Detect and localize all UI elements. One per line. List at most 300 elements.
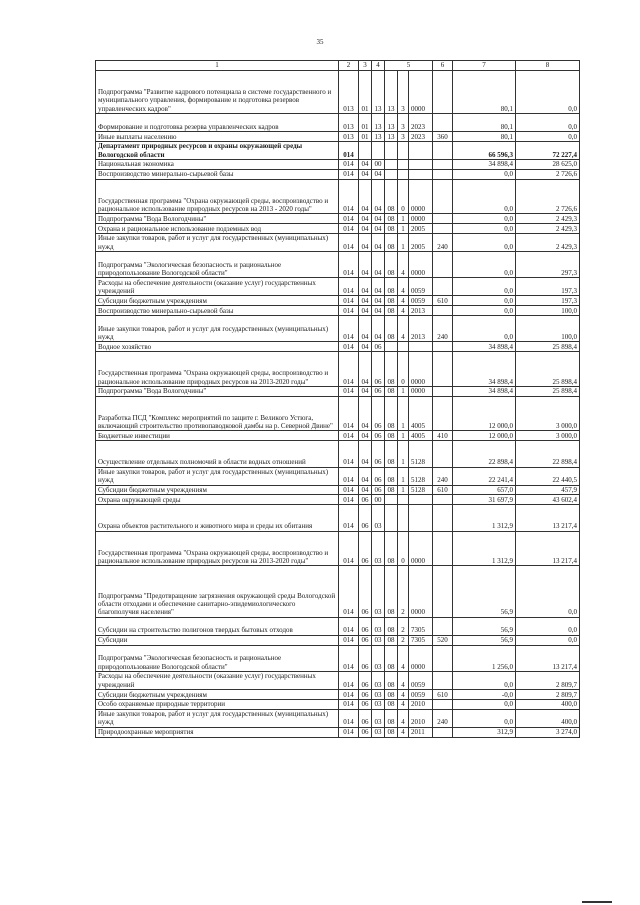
cell-c8: 3 000,0 <box>516 431 580 441</box>
cell-c7: 31 697,9 <box>453 495 516 505</box>
table-row <box>96 531 580 566</box>
cell-c6 <box>433 159 453 169</box>
cell-c8: 22 440,5 <box>516 467 580 485</box>
row-name: Иные закупки товаров, работ и услуг для государственных (муниципальных) нужд <box>96 709 339 727</box>
row-name: Государственная программа "Охрана окружающей среды, воспроизводство и рациональное использование природных ресурсов на 2013-2020 годы" <box>96 531 339 566</box>
cell-c3: 04 <box>359 296 372 306</box>
cell-c5c: 5128 <box>409 441 433 467</box>
cell-c4 <box>372 141 385 159</box>
cell-c8: 400,0 <box>516 699 580 709</box>
cell-c4: 04 <box>372 169 385 179</box>
table-row <box>96 709 580 727</box>
cell-c5b: 4 <box>398 296 409 306</box>
cell-c2: 014 <box>339 495 359 505</box>
cell-c2: 014 <box>339 635 359 645</box>
cell-c7: 80,1 <box>453 132 516 142</box>
cell-c3: 06 <box>359 505 372 531</box>
cell-c5b <box>398 159 409 169</box>
row-name: Подпрограмма "Развитие кадрового потенциала в системе государственного и муниципального управления, формирование и подготовка резервов управленческих кадров" <box>96 71 339 114</box>
cell-c8: 13 217,4 <box>516 505 580 531</box>
cell-c5b <box>398 505 409 531</box>
cell-c6: 610 <box>433 296 453 306</box>
cell-c5b: 1 <box>398 386 409 396</box>
table-row <box>96 224 580 234</box>
cell-c7: 0,0 <box>453 179 516 214</box>
cell-c3 <box>359 141 372 159</box>
cell-c8: 197,3 <box>516 278 580 296</box>
scan-mark <box>582 901 612 903</box>
cell-c5b: 1 <box>398 224 409 234</box>
cell-c8: 13 217,4 <box>516 531 580 566</box>
cell-c4: 04 <box>372 179 385 214</box>
cell-c5b: 1 <box>398 233 409 251</box>
table-row <box>96 342 580 352</box>
cell-c2: 014 <box>339 727 359 737</box>
row-name: Расходы на обеспечение деятельности (оказание услуг) государственных учреждений <box>96 671 339 689</box>
cell-c3: 06 <box>359 727 372 737</box>
cell-c5c: 5128 <box>409 485 433 495</box>
cell-c5b: 1 <box>398 396 409 431</box>
cell-c2: 014 <box>339 671 359 689</box>
cell-c2: 014 <box>339 431 359 441</box>
cell-c8: 2 726,6 <box>516 169 580 179</box>
row-name: Национальная экономика <box>96 159 339 169</box>
cell-c5b: 3 <box>398 114 409 132</box>
row-name: Иные закупки товаров, работ и услуг для государственных (муниципальных) нужд <box>96 467 339 485</box>
cell-c5b: 4 <box>398 727 409 737</box>
cell-c6 <box>433 386 453 396</box>
cell-c4: 06 <box>372 441 385 467</box>
cell-c6 <box>433 306 453 316</box>
cell-c6 <box>433 441 453 467</box>
row-name: Иные закупки товаров, работ и услуг для государственных (муниципальных) нужд <box>96 233 339 251</box>
cell-c5a <box>385 169 398 179</box>
cell-c4: 06 <box>372 485 385 495</box>
row-name: Подпрограмма "Вода Вологодчины" <box>96 214 339 224</box>
cell-c5b: 4 <box>398 306 409 316</box>
cell-c5b: 4 <box>398 645 409 671</box>
cell-c3: 04 <box>359 224 372 234</box>
cell-c5a: 08 <box>385 699 398 709</box>
cell-c5a: 08 <box>385 566 398 617</box>
cell-c5b: 4 <box>398 251 409 277</box>
cell-c5a: 13 <box>385 71 398 114</box>
cell-c7: 12 000,0 <box>453 396 516 431</box>
cell-c6: 240 <box>433 709 453 727</box>
row-name: Расходы на обеспечение деятельности (оказание услуг) государственных учреждений <box>96 278 339 296</box>
cell-c4: 06 <box>372 431 385 441</box>
cell-c4: 04 <box>372 251 385 277</box>
cell-c3: 04 <box>359 316 372 342</box>
cell-c5b: 4 <box>398 690 409 700</box>
cell-c5c: 0000 <box>409 179 433 214</box>
row-name: Воспроизводство минерально-сырьевой базы <box>96 169 339 179</box>
cell-c3: 01 <box>359 71 372 114</box>
cell-c4: 03 <box>372 505 385 531</box>
cell-c6: 240 <box>433 316 453 342</box>
page-number: 35 <box>316 38 324 46</box>
table-row <box>96 233 580 251</box>
cell-c7: 0,0 <box>453 306 516 316</box>
cell-c6 <box>433 251 453 277</box>
row-name: Осуществление отдельных полномочий в области водных отношений <box>96 441 339 467</box>
cell-c6 <box>433 495 453 505</box>
cell-c7: 34 898,4 <box>453 352 516 387</box>
cell-c3: 06 <box>359 531 372 566</box>
cell-c5a: 08 <box>385 296 398 306</box>
cell-c3: 06 <box>359 690 372 700</box>
table-row <box>96 396 580 431</box>
row-name: Департамент природных ресурсов и охраны окружающей среды Вологодской области <box>96 141 339 159</box>
cell-c6 <box>433 699 453 709</box>
header-cell: 2 <box>339 61 359 71</box>
cell-c3: 04 <box>359 159 372 169</box>
cell-c7: 34 898,4 <box>453 386 516 396</box>
cell-c4: 06 <box>372 352 385 387</box>
cell-c3: 04 <box>359 214 372 224</box>
cell-c2: 014 <box>339 352 359 387</box>
cell-c3: 04 <box>359 485 372 495</box>
cell-c4: 03 <box>372 699 385 709</box>
cell-c5b <box>398 495 409 505</box>
cell-c8: 43 602,4 <box>516 495 580 505</box>
cell-c2: 014 <box>339 709 359 727</box>
cell-c5a: 08 <box>385 431 398 441</box>
cell-c7: 0,0 <box>453 671 516 689</box>
cell-c7: 0,0 <box>453 296 516 306</box>
table-row <box>96 505 580 531</box>
cell-c3: 06 <box>359 671 372 689</box>
cell-c8: 457,9 <box>516 485 580 495</box>
cell-c5a: 08 <box>385 441 398 467</box>
cell-c5c <box>409 342 433 352</box>
table-row <box>96 495 580 505</box>
cell-c3: 06 <box>359 495 372 505</box>
table-row <box>96 316 580 342</box>
cell-c3: 04 <box>359 441 372 467</box>
cell-c5c: 2023 <box>409 132 433 142</box>
cell-c6 <box>433 645 453 671</box>
row-name: Природоохранные мероприятия <box>96 727 339 737</box>
cell-c6 <box>433 179 453 214</box>
row-name: Подпрограмма "Экологическая безопасность и рациональное природопользование Вологодской области" <box>96 251 339 277</box>
cell-c6 <box>433 531 453 566</box>
cell-c2: 014 <box>339 690 359 700</box>
cell-c5a <box>385 141 398 159</box>
header-cell: 5 <box>385 61 433 71</box>
cell-c4: 04 <box>372 224 385 234</box>
cell-c7: 0,0 <box>453 214 516 224</box>
header-cell: 7 <box>453 61 516 71</box>
cell-c4: 13 <box>372 132 385 142</box>
cell-c4: 04 <box>372 278 385 296</box>
cell-c7: 1 256,0 <box>453 645 516 671</box>
header-cell: 1 <box>96 61 339 71</box>
cell-c5c: 0059 <box>409 671 433 689</box>
header-cell: 6 <box>433 61 453 71</box>
cell-c5a: 08 <box>385 485 398 495</box>
cell-c3: 06 <box>359 709 372 727</box>
cell-c2: 014 <box>339 278 359 296</box>
cell-c6 <box>433 566 453 617</box>
cell-c5b: 3 <box>398 71 409 114</box>
cell-c5c: 2005 <box>409 224 433 234</box>
cell-c7: 1 312,9 <box>453 505 516 531</box>
cell-c4: 00 <box>372 495 385 505</box>
cell-c6 <box>433 342 453 352</box>
row-name: Водное хозяйство <box>96 342 339 352</box>
cell-c2: 013 <box>339 71 359 114</box>
cell-c5c: 0000 <box>409 71 433 114</box>
cell-c5b: 2 <box>398 635 409 645</box>
table-row <box>96 296 580 306</box>
cell-c2: 014 <box>339 214 359 224</box>
cell-c4: 06 <box>372 396 385 431</box>
cell-c5c: 0000 <box>409 566 433 617</box>
cell-c5a: 08 <box>385 278 398 296</box>
table-row <box>96 141 580 159</box>
cell-c5a: 08 <box>385 352 398 387</box>
cell-c4: 13 <box>372 114 385 132</box>
cell-c7: 56,9 <box>453 635 516 645</box>
cell-c6 <box>433 727 453 737</box>
cell-c5b: 1 <box>398 467 409 485</box>
cell-c8: 2 726,6 <box>516 179 580 214</box>
table-row <box>96 71 580 114</box>
cell-c4: 03 <box>372 709 385 727</box>
cell-c3: 04 <box>359 278 372 296</box>
cell-c2: 014 <box>339 699 359 709</box>
cell-c6 <box>433 278 453 296</box>
row-name: Субсидии бюджетным учреждениям <box>96 690 339 700</box>
cell-c7: 0,0 <box>453 699 516 709</box>
cell-c5a: 08 <box>385 316 398 342</box>
row-name: Подпрограмма "Предотвращение загрязнения окружающей среды Вологодской области отходами и обеспечение санитарно-эпидемиологического благополучия населения" <box>96 566 339 617</box>
cell-c5c: 2013 <box>409 316 433 342</box>
cell-c5a <box>385 495 398 505</box>
cell-c7: 0,0 <box>453 709 516 727</box>
cell-c4: 03 <box>372 566 385 617</box>
cell-c2: 014 <box>339 386 359 396</box>
cell-c7: 34 898,4 <box>453 342 516 352</box>
cell-c5c: 5128 <box>409 467 433 485</box>
cell-c8: 25 898,4 <box>516 386 580 396</box>
cell-c3: 04 <box>359 431 372 441</box>
cell-c4: 03 <box>372 690 385 700</box>
cell-c5b: 2 <box>398 566 409 617</box>
row-name: Субсидии <box>96 635 339 645</box>
cell-c6: 240 <box>433 233 453 251</box>
cell-c5b: 4 <box>398 709 409 727</box>
cell-c5a: 08 <box>385 224 398 234</box>
table-row <box>96 114 580 132</box>
row-name: Охрана и рациональное использование подземных вод <box>96 224 339 234</box>
table-row <box>96 441 580 467</box>
cell-c7: 56,9 <box>453 566 516 617</box>
row-name: Субсидии бюджетным учреждениям <box>96 485 339 495</box>
cell-c2: 014 <box>339 396 359 431</box>
cell-c5a: 13 <box>385 114 398 132</box>
cell-c7: 0,0 <box>453 169 516 179</box>
cell-c5b: 2 <box>398 617 409 635</box>
cell-c5c <box>409 159 433 169</box>
row-name: Субсидии бюджетным учреждениям <box>96 296 339 306</box>
cell-c8: 25 898,4 <box>516 342 580 352</box>
cell-c2: 014 <box>339 467 359 485</box>
cell-c3: 04 <box>359 306 372 316</box>
cell-c8: 0,0 <box>516 617 580 635</box>
row-name: Субсидии на строительство полигонов твердых бытовых отходов <box>96 617 339 635</box>
cell-c3: 04 <box>359 233 372 251</box>
cell-c5c: 2011 <box>409 727 433 737</box>
table-row <box>96 132 580 142</box>
cell-c2: 014 <box>339 296 359 306</box>
header-cell: 8 <box>516 61 580 71</box>
cell-c2: 014 <box>339 485 359 495</box>
cell-c6 <box>433 396 453 431</box>
cell-c8: 3 274,0 <box>516 727 580 737</box>
cell-c2: 013 <box>339 114 359 132</box>
cell-c6 <box>433 71 453 114</box>
cell-c2: 014 <box>339 505 359 531</box>
cell-c7: 80,1 <box>453 71 516 114</box>
cell-c5a: 08 <box>385 709 398 727</box>
cell-c7: 22 898,4 <box>453 441 516 467</box>
cell-c5b <box>398 169 409 179</box>
table-row <box>96 645 580 671</box>
cell-c6: 610 <box>433 690 453 700</box>
row-name: Государственная программа "Охрана окружающей среды, воспроизводство и рациональное использование природных ресурсов на 2013-2020 годы" <box>96 352 339 387</box>
table-row <box>96 278 580 296</box>
cell-c4: 03 <box>372 727 385 737</box>
cell-c4: 03 <box>372 671 385 689</box>
cell-c3: 04 <box>359 396 372 431</box>
table-row <box>96 159 580 169</box>
cell-c8: 0,0 <box>516 132 580 142</box>
cell-c2: 014 <box>339 159 359 169</box>
cell-c5b: 1 <box>398 431 409 441</box>
cell-c7: 66 596,3 <box>453 141 516 159</box>
cell-c2: 014 <box>339 251 359 277</box>
cell-c5c <box>409 141 433 159</box>
row-name: Бюджетные инвестиции <box>96 431 339 441</box>
row-name: Охрана окружающей среды <box>96 495 339 505</box>
table-row <box>96 431 580 441</box>
cell-c3: 04 <box>359 179 372 214</box>
cell-c7: 0,0 <box>453 316 516 342</box>
cell-c5a: 08 <box>385 214 398 224</box>
cell-c5c <box>409 169 433 179</box>
cell-c5a: 08 <box>385 233 398 251</box>
cell-c4: 13 <box>372 71 385 114</box>
cell-c3: 01 <box>359 114 372 132</box>
cell-c5a: 08 <box>385 617 398 635</box>
cell-c5a: 08 <box>385 531 398 566</box>
cell-c5c: 0000 <box>409 531 433 566</box>
table-row <box>96 566 580 617</box>
header-cell: 3 <box>359 61 372 71</box>
cell-c8: 197,3 <box>516 296 580 306</box>
cell-c3: 04 <box>359 467 372 485</box>
cell-c8: 100,0 <box>516 316 580 342</box>
cell-c5c: 7305 <box>409 617 433 635</box>
cell-c4: 04 <box>372 214 385 224</box>
cell-c5b: 4 <box>398 699 409 709</box>
cell-c6: 360 <box>433 132 453 142</box>
cell-c6 <box>433 169 453 179</box>
cell-c7: 34 898,4 <box>453 159 516 169</box>
cell-c8: 2 809,7 <box>516 690 580 700</box>
cell-c5c: 0000 <box>409 645 433 671</box>
cell-c8: 100,0 <box>516 306 580 316</box>
budget-table-body <box>96 61 580 738</box>
cell-c7: -0,0 <box>453 690 516 700</box>
table-row <box>96 214 580 224</box>
table-row <box>96 352 580 387</box>
cell-c7: 312,9 <box>453 727 516 737</box>
cell-c3: 01 <box>359 132 372 142</box>
cell-c5c: 2010 <box>409 699 433 709</box>
cell-c8: 25 898,4 <box>516 352 580 387</box>
cell-c5c: 7305 <box>409 635 433 645</box>
cell-c2: 014 <box>339 617 359 635</box>
cell-c2: 014 <box>339 531 359 566</box>
cell-c8: 22 898,4 <box>516 441 580 467</box>
cell-c6 <box>433 114 453 132</box>
cell-c5c: 2013 <box>409 306 433 316</box>
cell-c6: 240 <box>433 467 453 485</box>
cell-c2: 014 <box>339 141 359 159</box>
cell-c3: 06 <box>359 566 372 617</box>
cell-c6: 410 <box>433 431 453 441</box>
cell-c5b: 1 <box>398 441 409 467</box>
cell-c2: 014 <box>339 441 359 467</box>
cell-c4: 04 <box>372 306 385 316</box>
cell-c5b: 4 <box>398 316 409 342</box>
cell-c5c: 2005 <box>409 233 433 251</box>
cell-c5a: 08 <box>385 251 398 277</box>
table-row <box>96 251 580 277</box>
cell-c7: 0,0 <box>453 224 516 234</box>
cell-c8: 13 217,4 <box>516 645 580 671</box>
cell-c4: 03 <box>372 617 385 635</box>
cell-c8: 0,0 <box>516 635 580 645</box>
cell-c2: 014 <box>339 566 359 617</box>
cell-c3: 04 <box>359 386 372 396</box>
cell-c5c: 0059 <box>409 296 433 306</box>
cell-c6 <box>433 505 453 531</box>
cell-c7: 0,0 <box>453 233 516 251</box>
header-cell: 4 <box>372 61 385 71</box>
cell-c8: 3 000,0 <box>516 396 580 431</box>
cell-c3: 06 <box>359 635 372 645</box>
table-header-row <box>96 61 580 71</box>
cell-c5a <box>385 159 398 169</box>
table-row <box>96 690 580 700</box>
cell-c8: 2 809,7 <box>516 671 580 689</box>
cell-c5c: 0000 <box>409 251 433 277</box>
cell-c5b: 3 <box>398 132 409 142</box>
cell-c4: 06 <box>372 467 385 485</box>
cell-c6 <box>433 224 453 234</box>
cell-c8: 28 625,0 <box>516 159 580 169</box>
cell-c4: 03 <box>372 645 385 671</box>
cell-c8: 2 429,3 <box>516 233 580 251</box>
cell-c2: 014 <box>339 342 359 352</box>
cell-c8: 0,0 <box>516 71 580 114</box>
cell-c6 <box>433 352 453 387</box>
cell-c5b: 4 <box>398 278 409 296</box>
